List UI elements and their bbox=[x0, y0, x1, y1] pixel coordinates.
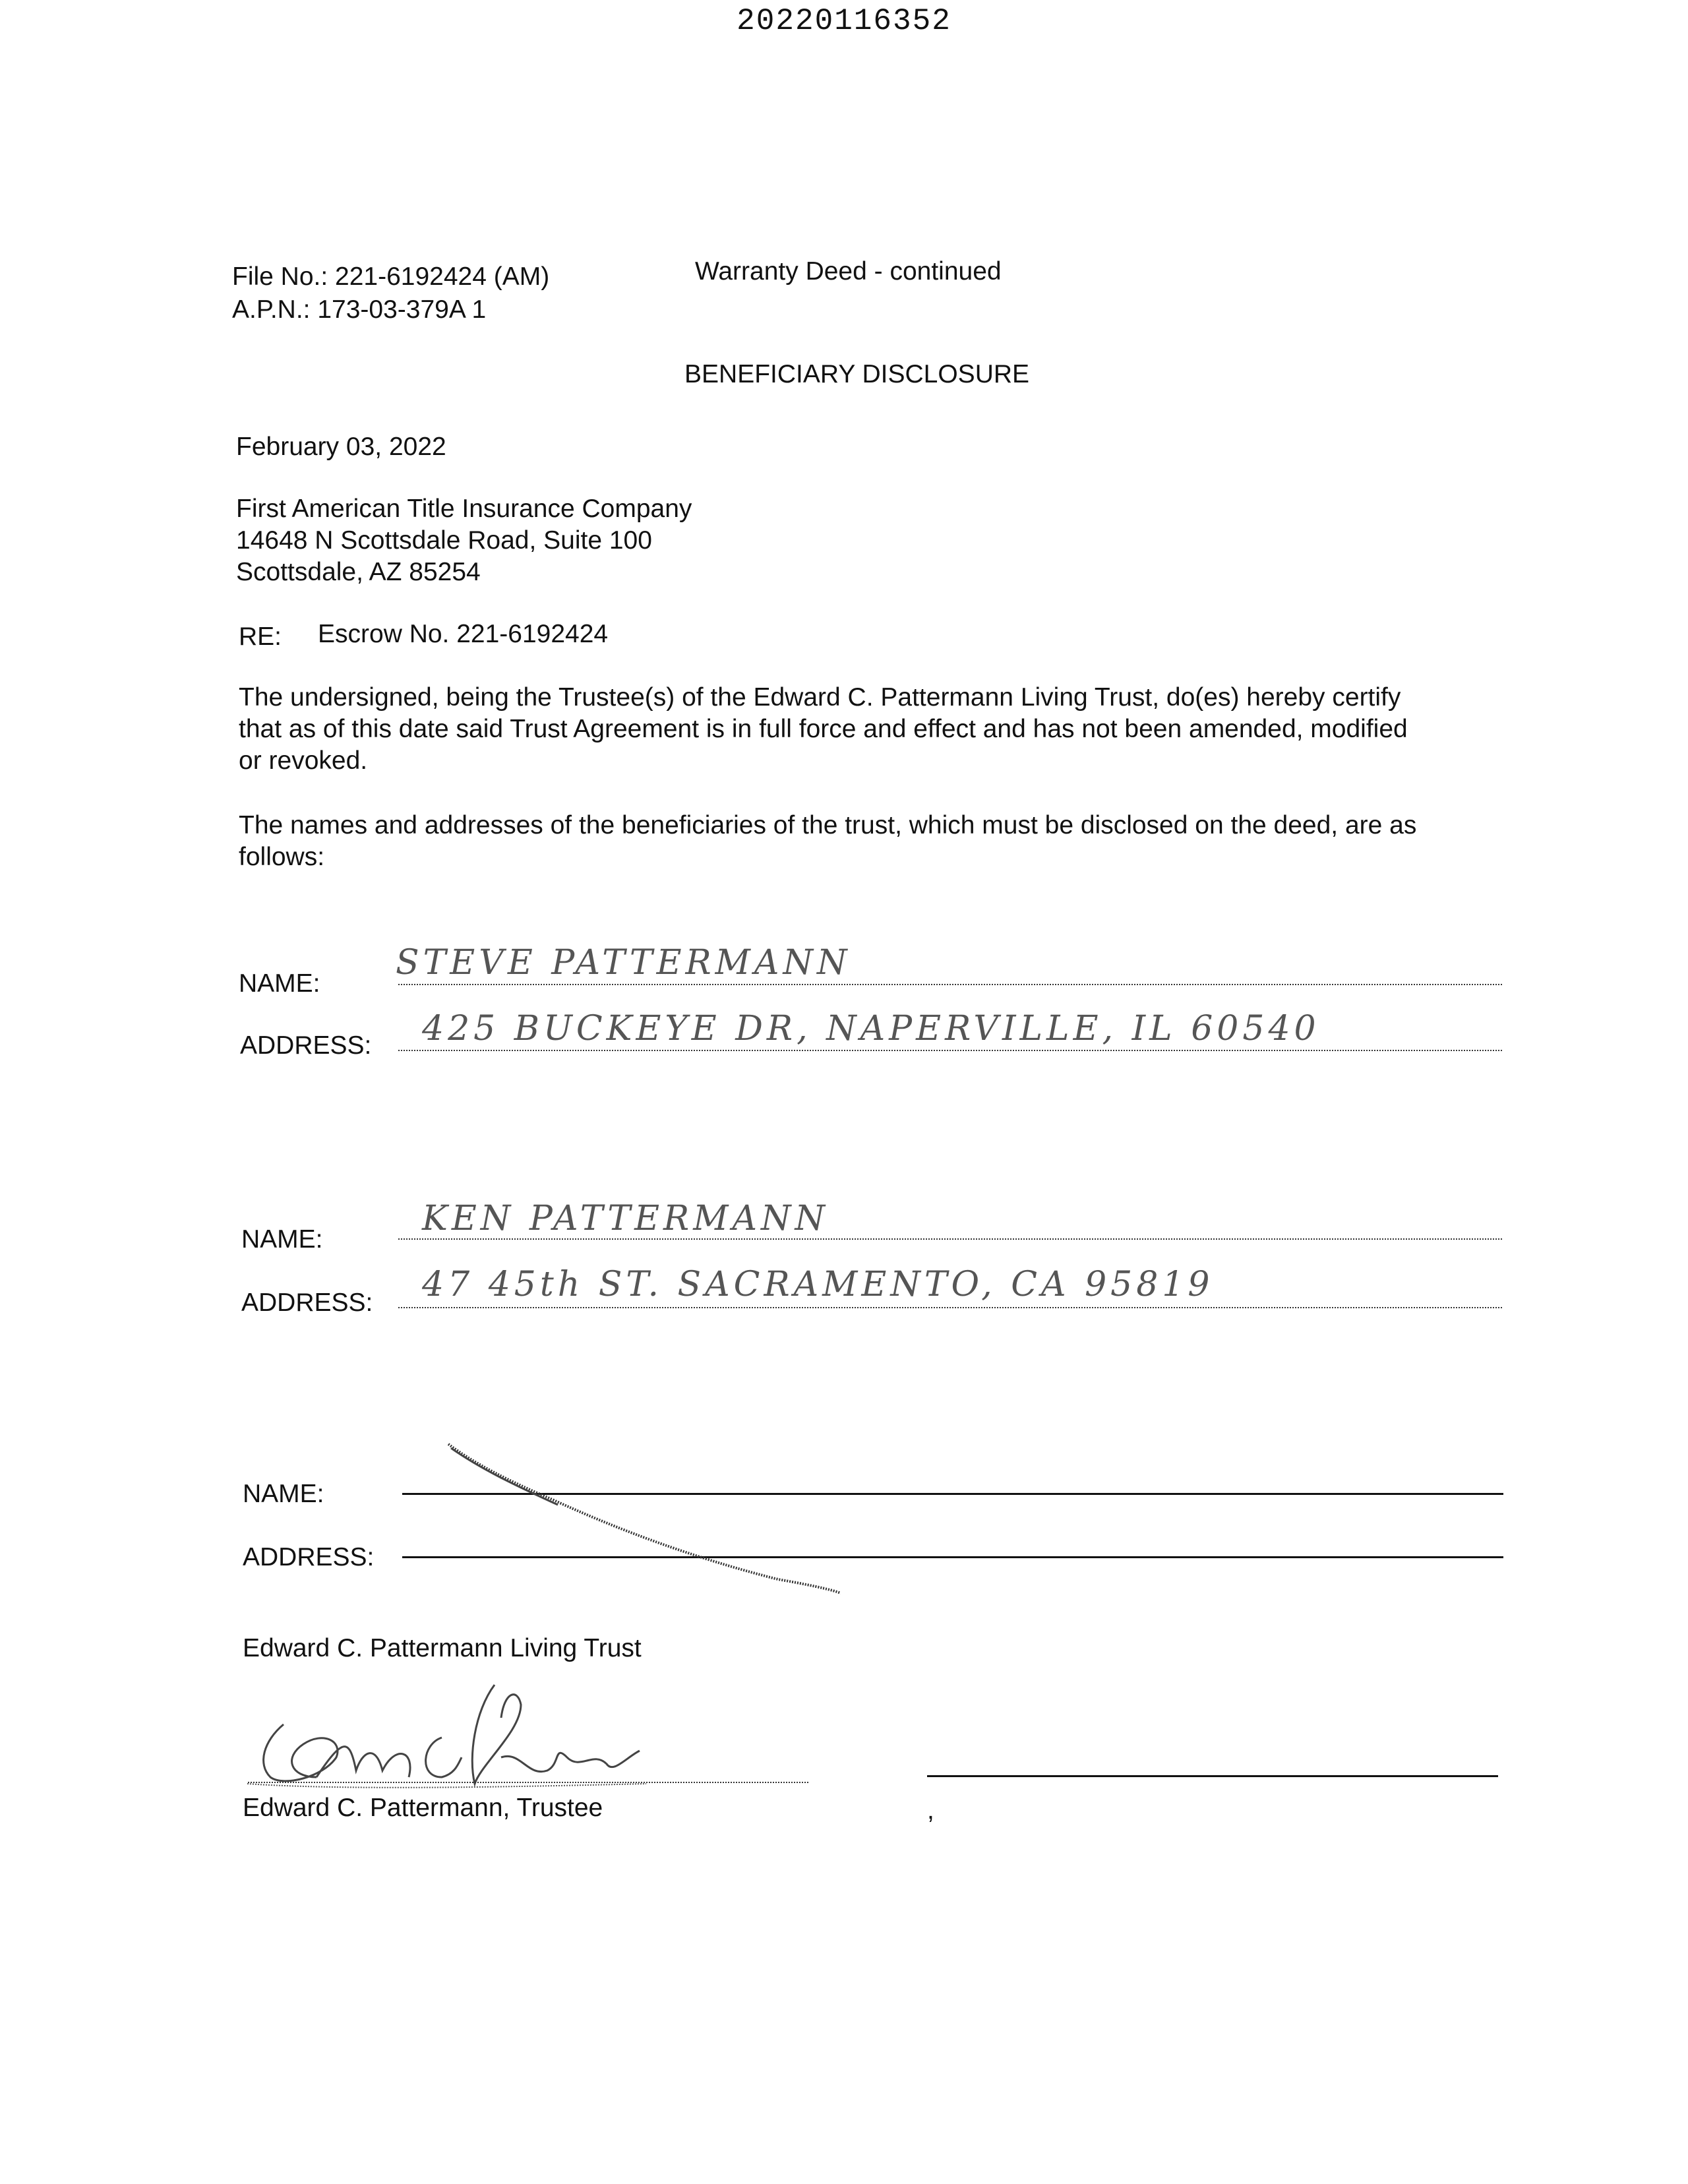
file-number: File No.: 221-6192424 (AM) bbox=[232, 262, 550, 291]
trustee-caption: Edward C. Pattermann, Trustee bbox=[243, 1794, 603, 1822]
second-signature-caption: , bbox=[927, 1796, 934, 1825]
addressee-name: First American Title Insurance Company bbox=[236, 495, 692, 523]
trustee-signature-line bbox=[248, 1782, 808, 1783]
recording-number: 20220116352 bbox=[737, 4, 951, 38]
trustee-signature bbox=[244, 1678, 653, 1794]
beneficiary-1-address-label: ADDRESS: bbox=[240, 1031, 372, 1060]
escrow-number: Escrow No. 221-6192424 bbox=[318, 620, 609, 648]
certify-line-1: The undersigned, being the Trustee(s) of the Edward C. Pattermann Living Trust, do(es) hereby certify bbox=[239, 683, 1401, 712]
beneficiary-1-name-label: NAME: bbox=[239, 969, 320, 998]
beneficiaries-intro-line-2: follows: bbox=[239, 843, 325, 871]
beneficiaries-intro-line-1: The names and addresses of the beneficiaries of the trust, which must be disclosed on the deed, are as bbox=[239, 811, 1417, 839]
deed-title: Warranty Deed - continued bbox=[695, 257, 1002, 286]
addressee-city: Scottsdale, AZ 85254 bbox=[236, 558, 481, 586]
certify-line-3: or revoked. bbox=[239, 746, 368, 775]
re-label: RE: bbox=[239, 622, 282, 651]
beneficiary-2-name: KEN PATTERMANN bbox=[422, 1199, 829, 1238]
second-signature-line bbox=[927, 1775, 1498, 1777]
beneficiary-2-address: 47 45th ST. SACRAMENTO, CA 95819 bbox=[422, 1265, 1214, 1304]
beneficiary-1-name: STEVE PATTERMANN bbox=[396, 943, 851, 983]
addressee-street: 14648 N Scottsdale Road, Suite 100 bbox=[236, 526, 652, 555]
beneficiary-2-name-line bbox=[398, 1238, 1502, 1240]
beneficiary-1-name-line bbox=[398, 984, 1502, 985]
letter-date: February 03, 2022 bbox=[236, 433, 446, 461]
beneficiary-3-name-label: NAME: bbox=[243, 1480, 324, 1508]
certify-line-2: that as of this date said Trust Agreement is in full force and effect and has not been amended, modified bbox=[239, 715, 1408, 743]
beneficiary-2-address-line bbox=[398, 1307, 1502, 1308]
trust-name: Edward C. Pattermann Living Trust bbox=[243, 1634, 642, 1662]
beneficiary-1-address: 425 BUCKEYE DR, NAPERVILLE, IL 60540 bbox=[422, 1009, 1320, 1048]
strikethrough-mark bbox=[435, 1431, 857, 1596]
beneficiary-2-name-label: NAME: bbox=[241, 1225, 323, 1254]
page-title: BENEFICIARY DISCLOSURE bbox=[684, 360, 1030, 388]
beneficiary-3-address-label: ADDRESS: bbox=[243, 1543, 375, 1571]
beneficiary-1-address-line bbox=[398, 1050, 1502, 1051]
beneficiary-2-address-label: ADDRESS: bbox=[241, 1289, 373, 1317]
apn-number: A.P.N.: 173-03-379A 1 bbox=[232, 295, 487, 324]
